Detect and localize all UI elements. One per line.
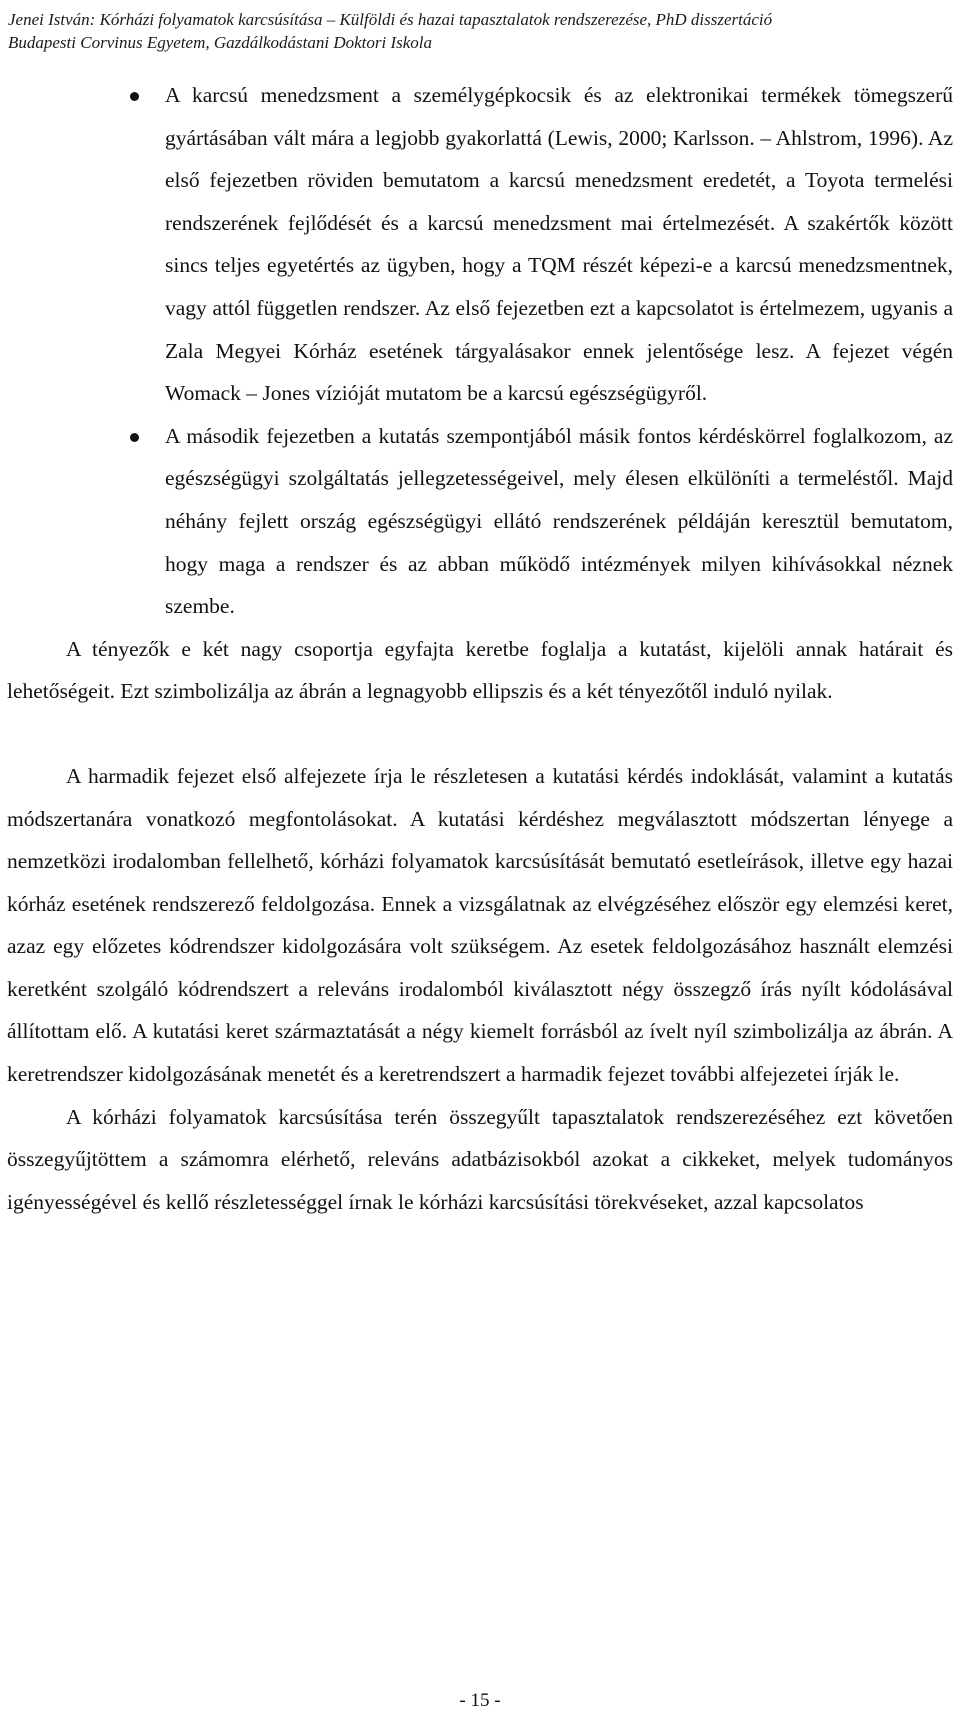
bullet-icon xyxy=(130,92,139,101)
bullet-list xyxy=(7,74,953,628)
paragraph: A harmadik fejezet első alfejezete írja le részletesen a kutatási kérdés indoklását, valamint a kutatás módszertanára vonatkozó megfontolásokat. A kutatási kérdéshez megválasztott módszertan lényege a nemzetközi irodalomban fellelhető, kórházi folyamatok karcsúsítását bemutató esetleírások, illetve egy hazai kórház esetének rendszerező feldolgozása. Ennek a vizsgálatnak az elvégzéséhez először egy elemzési keret, azaz egy előzetes kódrendszer kidolgozására volt szükségem. Az esetek feldolgozásához használt elemzési keretként szolgáló kódrendszert a releváns irodalomból kiválasztott négy összegző írás nyílt kódolásával állítottam elő. A kutatási keret származtatását a négy kiemelt forrásból az ívelt nyíl szimbolizálja az ábrán. A keretrendszer kidolgozásának menetét és a keretrendszert a harmadik fejezet további alfejezetei írják le. xyxy=(7,763,953,1087)
bullet-text: A második fejezetben a kutatás szempontjából másik fontos kérdéskörrel foglalkozom, az egészségügyi szolgáltatás jellegzetességeivel, mely élesen elkülöníti a termeléstől. Majd néhány fejlett ország egészségügyi ellátó rendszerének példáján keresztül bemutatom, hogy maga a rendszer és az abban működő intézmények milyen kihívásokkal néznek szembe. xyxy=(165,423,953,619)
bullet-icon xyxy=(130,433,139,442)
bullet-item xyxy=(7,415,953,628)
paragraph: A tényezők e két nagy csoportja egyfajta keretbe foglalja a kutatást, kijelöli annak határait és lehetőségeit. Ezt szimbolizálja az ábrán a legnagyobb ellipszis és a két tényezőtől induló nyilak. xyxy=(7,636,953,704)
header-title-line: Jenei István: Kórházi folyamatok karcsúsítása – Külföldi és hazai tapasztalatok rendszerezése, PhD disszertáció xyxy=(8,10,773,29)
bullet-item xyxy=(7,74,953,415)
header-institution-line: Budapesti Corvinus Egyetem, Gazdálkodástani Doktori Iskola xyxy=(8,33,433,52)
running-header xyxy=(8,8,952,54)
paragraph: A kórházi folyamatok karcsúsítása terén összegyűlt tapasztalatok rendszerezéséhez ezt követően összegyűjtöttem a számomra elérhető, releváns adatbázisokból azokat a cikkeket, melyek tudományos igényességével és kellő részletességgel írnak le kórházi karcsúsítási törekvéseket, azzal kapcsolatos xyxy=(7,1104,953,1214)
bullet-text: A karcsú menedzsment a személygépkocsik és az elektronikai termékek tömegszerű gyártásában vált mára a legjobb gyakorlattá (Lewis, 2000; Karlsson. – Ahlstrom, 1996). Az első fejezetben röviden bemutatom a karcsú menedzsment eredetét, a Toyota termelési rendszerének fejlődését és a karcsú menedzsment mai értelmezését. A szakértők között sincs teljes egyetértés az ügyben, hogy a TQM részét képezi-e a karcsú menedzsmentnek, vagy attól független rendszer. Az első fejezetben ezt a kapcsolatot is értelmezem, ugyanis a Zala Megyei Kórház esetének tárgyalásakor ennek jelentősége lesz. A fejezet végén Womack – Jones vízióját mutatom be a karcsú egészségügyről. xyxy=(165,83,953,406)
document-body xyxy=(7,74,953,1223)
page-number: - 15 - xyxy=(459,1690,501,1711)
